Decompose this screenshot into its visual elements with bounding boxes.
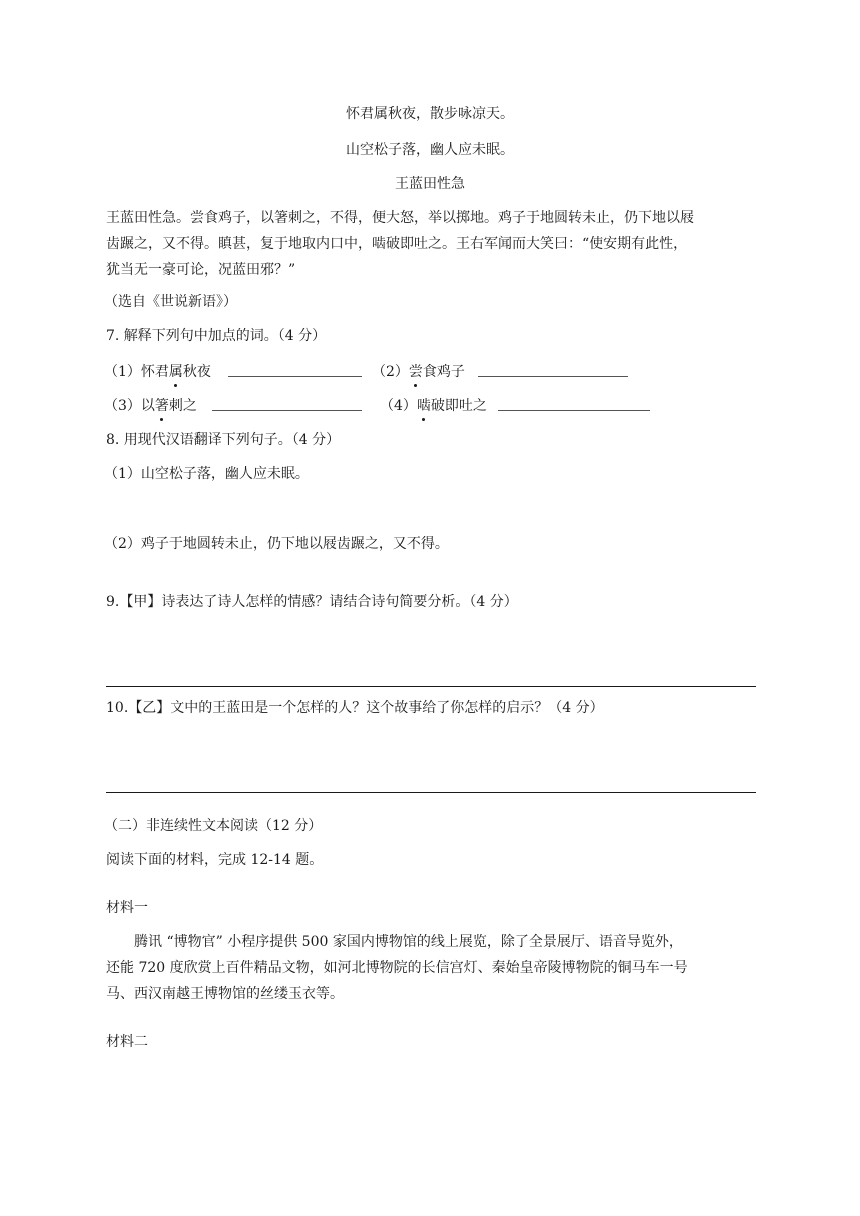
q10-answer-line[interactable]: [106, 792, 756, 793]
material-1-line-1: 腾讯 “博物官” 小程序提供 500 家国内博物馆的线上展览，除了全景展厅、语音导览外，: [134, 934, 683, 950]
material-2-label: 材料二: [106, 1034, 148, 1050]
material-1-line-2: 还能 720 度欣赏上百件精品文物，如河北博物院的长信宫灯、秦始皇帝陵博物院的铜马车一号: [106, 960, 688, 976]
q7-item-2-dotted: 尝: [408, 364, 423, 380]
passage-line-2: 齿蹍之，又不得。瞋甚，复于地取内口中，啮破即吐之。王右军闻而大笑曰：“使安期有此性，: [106, 236, 688, 252]
q10-title: 10.【乙】文中的王蓝田是一个怎样的人？这个故事给了你怎样的启示？（4 分）: [106, 700, 604, 716]
passage-title: 王蓝田性急: [395, 176, 465, 192]
passage-line-1: 王蓝田性急。尝食鸡子，以箸刺之，不得，便大怒，举以掷地。鸡子于地圆转未止，仍下地以屐: [106, 210, 694, 226]
q7-answer-1[interactable]: [228, 362, 362, 377]
q7-item-3-dotted: 箸: [154, 398, 169, 414]
q7-item-4-after: 破即吐之: [430, 398, 487, 414]
passage-line-3: 犹当无一豪可论，况蓝田邪？”: [106, 262, 296, 278]
q7-answer-2[interactable]: [478, 362, 628, 377]
q7-item-2-after: 食鸡子: [422, 364, 465, 380]
q7-item-3-num: （3）: [104, 398, 141, 414]
passage-source: （选自《世说新语》）: [104, 294, 237, 310]
q9-answer-line[interactable]: [106, 686, 756, 687]
q8-title: 8. 用现代汉语翻译下列句子。（4 分）: [106, 432, 341, 448]
q7-item-4-dotted: 啮: [416, 398, 431, 414]
poem-line-1: 怀君属秋夜，散步咏凉天。: [346, 106, 514, 122]
q7-item-4-num: （4）: [380, 398, 417, 414]
q7-answer-4[interactable]: [498, 396, 650, 411]
q7-item-1: [104, 362, 211, 382]
q7-item-2-num: （2）: [372, 364, 409, 380]
q7-item-1-num: （1）: [104, 364, 141, 380]
q9-title: 9.【甲】诗表达了诗人怎样的情感？请结合诗句简要分析。（4 分）: [106, 594, 518, 610]
q8-sentence-1: （1）山空松子落，幽人应未眠。: [104, 466, 309, 482]
q7-answer-3[interactable]: [212, 396, 362, 411]
material-1-label: 材料一: [106, 900, 148, 916]
section2-instruction: 阅读下面的材料，完成 12-14 题。: [106, 852, 324, 868]
q7-item-3-before: 以: [140, 398, 155, 414]
q7-item-1-before: 怀君: [140, 364, 169, 380]
q7-item-3: [104, 396, 197, 416]
q7-item-1-dotted: 属: [168, 364, 183, 380]
section2-heading: （二）非连续性文本阅读（12 分）: [104, 818, 323, 834]
q7-item-3-after: 刺之: [168, 398, 197, 414]
q7-item-2: [372, 362, 465, 382]
q8-sentence-2: （2）鸡子于地圆转未止，仍下地以屐齿蹍之，又不得。: [104, 536, 449, 552]
q7-title: 7. 解释下列句中加点的词。（4 分）: [106, 328, 327, 344]
poem-line-2: 山空松子落，幽人应未眠。: [346, 142, 514, 158]
q7-item-1-after: 秋夜: [182, 364, 211, 380]
q7-item-4: [380, 396, 487, 416]
material-1-line-3: 马、西汉南越王博物馆的丝缕玉衣等。: [106, 986, 344, 1002]
